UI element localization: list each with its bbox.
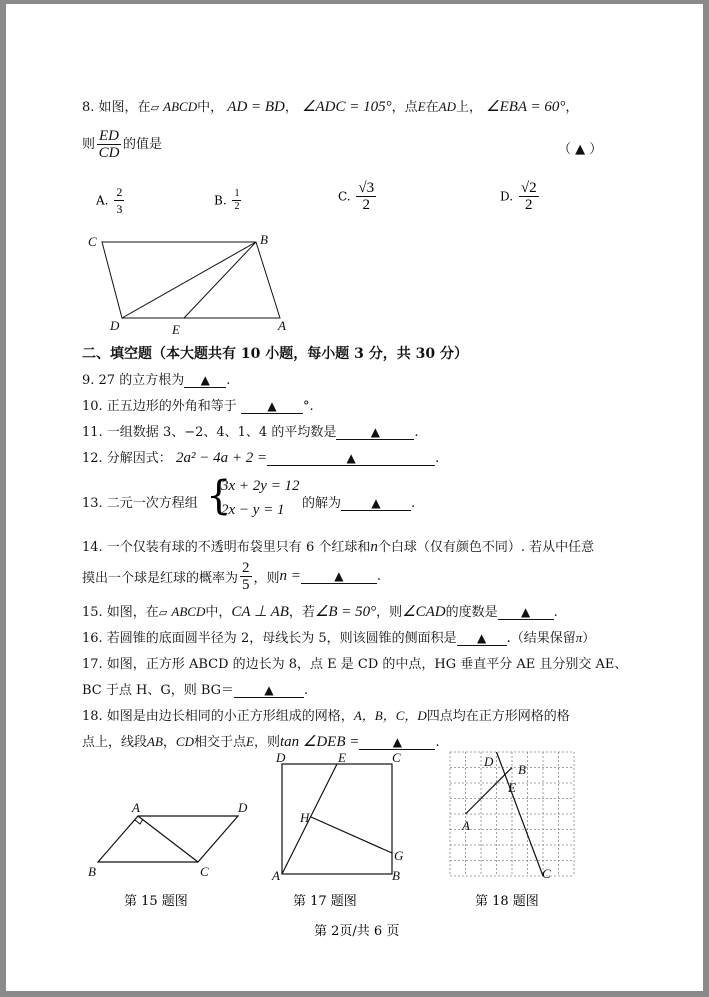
q14-blank: ▲ bbox=[301, 569, 377, 584]
q13-brace: { bbox=[206, 473, 232, 519]
q13-end: . bbox=[411, 496, 416, 511]
option-den: 2 bbox=[234, 201, 240, 212]
q15 bbox=[82, 601, 558, 621]
q18-comma: ， bbox=[162, 735, 176, 750]
q8-option-b bbox=[214, 188, 243, 213]
q8-answer-paren: （ ▲ ） bbox=[558, 142, 603, 157]
q13-blank: ▲ bbox=[341, 496, 411, 511]
q8-option-d bbox=[500, 180, 541, 213]
q18-e: E bbox=[246, 734, 254, 749]
q8-text4: 在 bbox=[425, 100, 439, 115]
fig17-label-h: H bbox=[300, 810, 310, 825]
q12 bbox=[82, 447, 439, 467]
fig17-segment-hg bbox=[311, 817, 392, 853]
fig18-segment-ab bbox=[466, 768, 513, 815]
q8-parallelogram-symbol: ▱ bbox=[150, 101, 160, 114]
q11 bbox=[82, 421, 418, 440]
q18-points: A，B，C，D bbox=[353, 708, 427, 723]
option-frac bbox=[114, 184, 124, 217]
q10-blank: ▲ bbox=[241, 399, 303, 414]
q14-text1b: 个白球（仅有颜色不同）. 若从中任意 bbox=[377, 540, 595, 555]
q18-text2c: ，则 bbox=[253, 735, 280, 750]
q8-line2 bbox=[82, 128, 162, 161]
q8-fraction bbox=[97, 128, 121, 161]
fig17-caption: 第 17 题图 bbox=[293, 894, 357, 909]
option-label: A. bbox=[96, 193, 109, 208]
q8-label-b: B bbox=[260, 232, 268, 247]
fig18-label-e: E bbox=[508, 780, 516, 795]
q8-parallelogram bbox=[102, 242, 280, 318]
q12-expression: 2a² − 4a + 2 = bbox=[175, 450, 268, 466]
q18-text2b: 相交于点 bbox=[193, 735, 246, 750]
fig17-square bbox=[282, 764, 392, 874]
q15-angle-b: ∠B = 50° bbox=[314, 604, 377, 620]
q16-blank: ▲ bbox=[457, 631, 507, 646]
q15-blank: ▲ bbox=[498, 605, 554, 620]
q12-blank: ▲ bbox=[267, 451, 435, 466]
q8-segment-bd bbox=[122, 242, 256, 318]
fig15-label-b: B bbox=[88, 864, 96, 879]
fig18-label-a: A bbox=[462, 818, 470, 833]
q10-text: 10. 正五边形的外角和等于 bbox=[82, 399, 237, 414]
q15-text2: 中， bbox=[205, 605, 232, 620]
q16-end: .（结果保留 bbox=[506, 631, 576, 646]
q8-label-a: A bbox=[278, 318, 286, 333]
q14-frac-num: 2 bbox=[242, 560, 250, 576]
q14-fraction bbox=[240, 560, 252, 593]
q10 bbox=[82, 395, 314, 414]
q16-close: ） bbox=[582, 631, 596, 646]
q8-label-e: E bbox=[172, 322, 180, 337]
q9-end: . bbox=[226, 373, 231, 388]
q18-ab: AB bbox=[147, 734, 163, 749]
q8-text2: 中， bbox=[197, 100, 224, 115]
q8-text6: ， bbox=[565, 100, 579, 115]
q11-blank: ▲ bbox=[336, 425, 414, 440]
q16 bbox=[82, 627, 595, 646]
q15-text5: 的度数是 bbox=[445, 605, 498, 620]
fig17-label-e: E bbox=[338, 750, 346, 765]
q8-eq-ad-bd: AD = BD bbox=[227, 99, 285, 115]
option-den: 2 bbox=[362, 197, 371, 213]
q14-n-equals: n = bbox=[279, 568, 301, 584]
fig17-label-a: A bbox=[272, 868, 280, 883]
q12-text: 12. 分解因式： bbox=[82, 451, 172, 466]
q14-text2b: ，则 bbox=[253, 571, 280, 586]
q18-line1 bbox=[82, 705, 570, 724]
q8-number: 8. bbox=[82, 100, 95, 115]
q14-frac-den: 5 bbox=[242, 577, 250, 593]
q10-end: °. bbox=[302, 399, 314, 414]
q8-angle-eba: ∠EBA = 60° bbox=[486, 99, 566, 115]
q16-text: 16. 若圆锥的底面圆半径为 2，母线长为 5，则该圆锥的侧面积是 bbox=[82, 631, 457, 646]
q9-blank: ▲ bbox=[184, 373, 226, 388]
q17-end: . bbox=[304, 683, 309, 698]
fig15-label-c: C bbox=[200, 864, 209, 879]
fig18-label-b: B bbox=[518, 762, 526, 777]
q15-end: . bbox=[553, 605, 558, 620]
q8-option-a bbox=[96, 184, 126, 217]
option-label: D. bbox=[500, 189, 514, 204]
option-num: √2 bbox=[520, 180, 537, 196]
q8-text1: 如图，在 bbox=[98, 100, 151, 115]
fig18-label-c: C bbox=[542, 866, 551, 881]
q8-frac-den: CD bbox=[98, 145, 120, 161]
fig18-label-d: D bbox=[484, 754, 494, 769]
q8-frac-num: ED bbox=[99, 128, 120, 144]
fig18-grid bbox=[450, 752, 574, 876]
fig15-segment-ac bbox=[138, 816, 198, 862]
q13-equation2: 2x − y = 1 bbox=[221, 502, 285, 518]
q8-point-e: E bbox=[417, 99, 426, 114]
q18-blank: ▲ bbox=[359, 735, 435, 750]
option-label: C. bbox=[338, 189, 351, 204]
q13-equation1: 3x + 2y = 12 bbox=[221, 478, 300, 494]
option-frac bbox=[232, 188, 241, 213]
q13-answer bbox=[302, 492, 415, 511]
q8-tail: 的值是 bbox=[123, 137, 163, 152]
q8-sep: ， bbox=[284, 100, 298, 115]
option-den: 2 bbox=[524, 197, 533, 213]
fig15-caption: 第 15 题图 bbox=[124, 894, 188, 909]
fig17-label-c: C bbox=[392, 750, 401, 765]
option-frac bbox=[519, 180, 539, 213]
q16-pi: π bbox=[575, 630, 583, 645]
section-heading: 二、填空题（本大题共有 10 小题，每小题 3 分，共 30 分） bbox=[82, 346, 468, 362]
fig18 bbox=[438, 744, 588, 884]
q17-line2 bbox=[82, 679, 308, 698]
q8-line1 bbox=[82, 96, 578, 116]
q8-abcd: ABCD bbox=[163, 99, 198, 114]
q9 bbox=[82, 369, 230, 388]
fig15-right-angle bbox=[135, 819, 143, 824]
q11-end: . bbox=[414, 425, 419, 440]
q8-then: 则 bbox=[82, 137, 96, 152]
q14-end: . bbox=[376, 569, 382, 584]
fig17 bbox=[268, 750, 418, 884]
option-den: 3 bbox=[116, 202, 123, 216]
page-footer: 第 2页/共 6 页 bbox=[314, 924, 400, 939]
fig15-label-a: A bbox=[132, 800, 140, 815]
q8-segment-be bbox=[184, 242, 256, 318]
q8-figure bbox=[84, 228, 294, 340]
q13-text: 13. 二元一次方程组 bbox=[82, 496, 198, 511]
q17-blank: ▲ bbox=[234, 683, 304, 698]
q14-text1: 14. 一个仅装有球的不透明布袋里只有 6 个红球和 bbox=[82, 540, 371, 555]
option-num: 2 bbox=[116, 185, 123, 199]
q11-text: 11. 一组数据 3、−2、4、1、4 的平均数是 bbox=[82, 425, 337, 440]
q15-angle-cad: ∠CAD bbox=[402, 604, 446, 620]
fig17-label-d: D bbox=[276, 750, 286, 765]
q18-end: . bbox=[435, 735, 440, 750]
page bbox=[6, 4, 703, 991]
q15-parallelogram-symbol: ▱ bbox=[158, 606, 168, 619]
q18-text1b: 四点均在正方形网格的格 bbox=[426, 709, 570, 724]
q18-text1: 18. 如图是由边长相同的小正方形组成的网格， bbox=[82, 709, 354, 724]
q15-abcd: ABCD bbox=[171, 604, 206, 619]
q14-text2: 摸出一个球是红球的概率为 bbox=[82, 571, 239, 586]
fig15-label-d: D bbox=[238, 800, 248, 815]
fig17-label-g: G bbox=[394, 848, 404, 863]
q8-option-c bbox=[338, 180, 378, 213]
q12-end: . bbox=[435, 451, 440, 466]
option-frac bbox=[356, 180, 376, 213]
q8-label-d: D bbox=[110, 318, 120, 333]
q15-perp: CA ⊥ AB bbox=[231, 604, 289, 620]
q13-tail: 的解为 bbox=[302, 496, 342, 511]
q18-text2: 点上，线段 bbox=[82, 735, 148, 750]
q15-text4: ，则 bbox=[376, 605, 403, 620]
q17-text2: BC 于点 H、G，则 BG＝ bbox=[82, 683, 235, 698]
option-num: 1 bbox=[234, 188, 240, 199]
q8-text3: ，点 bbox=[391, 100, 418, 115]
fig15 bbox=[82, 796, 252, 886]
q14-n: n bbox=[370, 539, 378, 555]
q17-line1: 17. 如图，正方形 ABCD 的边长为 8，点 E 是 CD 的中点，HG 垂直平分 AE 且分别交 AE、 bbox=[82, 657, 628, 672]
q15-text1: 15. 如图，在 bbox=[82, 605, 159, 620]
q14-line1 bbox=[82, 536, 594, 556]
fig18-caption: 第 18 题图 bbox=[475, 894, 539, 909]
q8-ad: AD bbox=[438, 99, 456, 114]
q18-tan: tan ∠DEB = bbox=[279, 734, 360, 750]
option-num: √3 bbox=[358, 180, 375, 196]
q15-text3: ，若 bbox=[288, 605, 315, 620]
q9-text: 9. 27 的立方根为 bbox=[82, 373, 185, 388]
q8-text5: 上， bbox=[455, 100, 482, 115]
fig17-label-b: B bbox=[392, 868, 400, 883]
q8-angle-adc: ∠ADC = 105° bbox=[302, 99, 392, 115]
fig17-segment-ae bbox=[282, 764, 337, 874]
q18-line2 bbox=[82, 731, 440, 751]
q18-cd: CD bbox=[175, 734, 194, 749]
q8-label-c: C bbox=[88, 234, 97, 249]
q14-line2 bbox=[82, 560, 381, 593]
option-label: B. bbox=[214, 193, 227, 208]
